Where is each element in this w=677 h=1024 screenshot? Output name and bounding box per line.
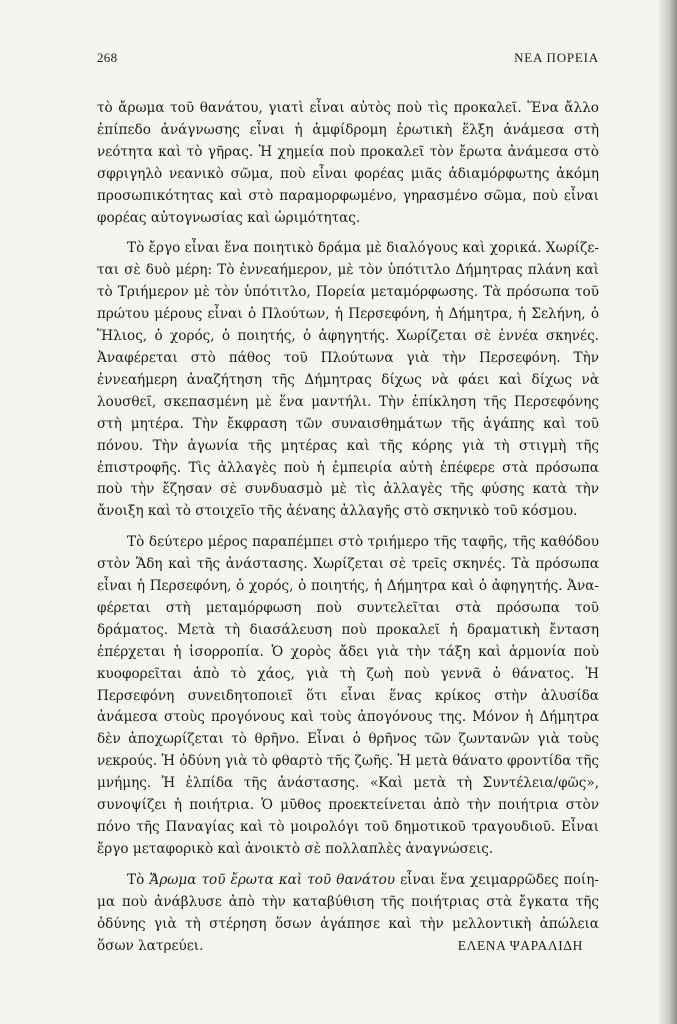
author-signature: ΕΛΕΝΑ ΨΑΡΑΛΙΔΗ <box>457 938 583 953</box>
paragraph-3: Τὸ δεύτερο μέρος παραπέμπει στὸ τριήμερο τῆς ταφῆς, τῆς καθόδου στὸν Ἅδη καὶ τῆς ἀνάστασης. Χωρίζεται σὲ τρεῖς σκηνές. Τὰ πρόσωπα εἶναι ἡ Περσεφόνη, ὁ χορός, ὁ ποιητής, ἡ Δήμητρα καὶ ὁ ἀφηγητής. Ἀναφέρεται στὴ μεταμόρφωση ποὺ συντελεῖται στὰ πρόσωπα τοῦ δράματος. Μετὰ τὴ διασάλευση ποὺ προκαλεῖ ἡ δραματικὴ ἔνταση ἐπέρχεται ἡ ἰσορροπία. Ὁ χορὸς ἄδει γιὰ τὴν τάξη καὶ ἁρμονία ποὺ κυοφορεῖται ἀπὸ τὸ χάος, γιὰ τὴ ζωὴ ποὺ γεννᾶ ὁ θάνατος. Ἡ Περσεφόνη συνειδητοποιεῖ ὅτι εἶναι ἕνας κρίκος στὴν ἁλυσίδα ἀνάμεσα στοὺς προγόνους καὶ τοὺς ἀπογόνους της. Μόνον ἡ Δήμητρα δὲν ἀποχωρίζεται τὸ θρῆνο. Εἶναι ὁ θρῆνος τῶν ζωντανῶν γιὰ τοὺς νεκρούς. Ἡ ὀδύνη γιὰ τὸ φθαρτὸ τῆς ζωῆς. Ἡ μετὰ θάνατο φροντίδα τῆς μνήμης. Ἡ ἐλπίδα τῆς ἀνάστασης. «Καὶ μετὰ τὴ Συντέλεια/φῶς», συνοψίζει ἡ ποιήτρια. Ὁ μῦθος προεκτείνεται ἀπὸ τὴν ποιήτρια στὸν πόνο τῆς Παναγίας καὶ τὸ μοιρολόγι τοῦ δημοτικοῦ τραγουδιοῦ. Εἶναι ἔργο μεταφορικὸ καὶ ἀνοικτὸ σὲ πολλαπλὲς ἀναγνώσεις. <box>97 534 599 857</box>
paragraph-4-lead: Τὸ <box>127 871 150 888</box>
running-title: ΝΕΑ ΠΟΡΕΙΑ <box>514 50 599 65</box>
article-body <box>97 98 599 966</box>
paragraph-2: Τὸ ἔργο εἶναι ἕνα ποιητικὸ δράμα μὲ διαλόγους καὶ χορικά. Χωρίζεται σὲ δυὸ μέρη: Τὸ ἐννεαήμερον, μὲ τὸν ὑπότιτλο Δήμητρας πλάνη καὶ τὸ Τριήμερον μὲ τὸν ὑπότιτλο, Πορεία μεταμόρφωσης. Τὰ πρόσωπα τοῦ πρώτου μέρους εἶναι ὁ Πλούτων, ἡ Περσεφόνη, ἡ Δήμητρα, ἡ Σελήνη, ὁ Ἥλιος, ὁ χορός, ὁ ποιητής, ὁ ἀφηγητής. Χωρίζεται σὲ ἐννέα σκηνές. Ἀναφέρεται στὸ πάθος τοῦ Πλούτωνα γιὰ τὴν Περσεφόνη. Τὴν ἐννεαήμερη ἀναζήτηση τῆς Δήμητρας δίχως νὰ φάει καὶ δίχως νὰ λουσθεῖ, σκεπασμένη μὲ ἕνα μαντήλι. Τὴν ἐπίκληση τῆς Περσεφόνης στὴ μητέρα. Τὴν ἔκφραση τῶν συναισθημάτων τῆς ἀγάπης καὶ τοῦ πόνου. Τὴν ἀγωνία τῆς μητέρας καὶ τῆς κόρης γιὰ τὴ στιγμὴ τῆς ἐπιστροφῆς. Τὶς ἀλλαγὲς ποὺ ἡ ἐμπειρία αὐτὴ ἐπέφερε στὰ πρόσωπα ποὺ τὴν ἔζησαν σὲ συνδυασμὸ μὲ τὶς ἀλλαγὲς τῆς φύσης κατὰ τὴν ἄνοιξη καὶ τὸ στοιχεῖο τῆς ἀέναης ἀλλαγῆς στὸ σκηνικὸ τοῦ κόσμου. <box>97 240 599 520</box>
paragraph-4-rest: εἶναι ἕνα χειμαρρῶδες ποίημα ποὺ ἀνάβλυσε ἀπὸ τὴν καταβύθιση τῆς ποιήτριας στὰ ἔγκατα τῆς ὀδύνης γιὰ τὴ στέρηση ὅσων ἀγάπησε καὶ τὴν μελλοντικὴ ἀπώλεια ὅσων λατρεύει. <box>97 871 599 954</box>
paragraph-1: τὸ ἄρωμα τοῦ θανάτου, γιατὶ εἶναι αὐτὸς ποὺ τὶς προκαλεῖ. Ἕνα ἄλλο ἐπίπεδο ἀνάγνωσης εἶναι ἡ ἀμφίδρομη ἐρωτικὴ ἕλξη ἀνάμεσα στὴ νεότητα καὶ τὸ γῆρας. Ἡ χημεία ποὺ προκαλεῖ τὸν ἔρωτα ἀνάμεσα στὸ σφριγηλὸ νεανικὸ σῶμα, ποὺ εἶναι φορέας μιᾶς ἀδιαμόρφωτης ἀκόμη προσωπικότητας καὶ στὸ παραμορφωμένο, γηρασμένο σῶμα, ποὺ εἶναι φορέας αὐτογνωσίας καὶ ὡριμότητας. <box>97 100 599 226</box>
page-number: 268 <box>97 50 118 65</box>
page-header <box>97 50 599 68</box>
page-edge-shadow <box>657 0 677 1024</box>
work-title: Ἄρωμα τοῦ ἔρωτα καὶ τοῦ θανάτου <box>149 871 396 888</box>
